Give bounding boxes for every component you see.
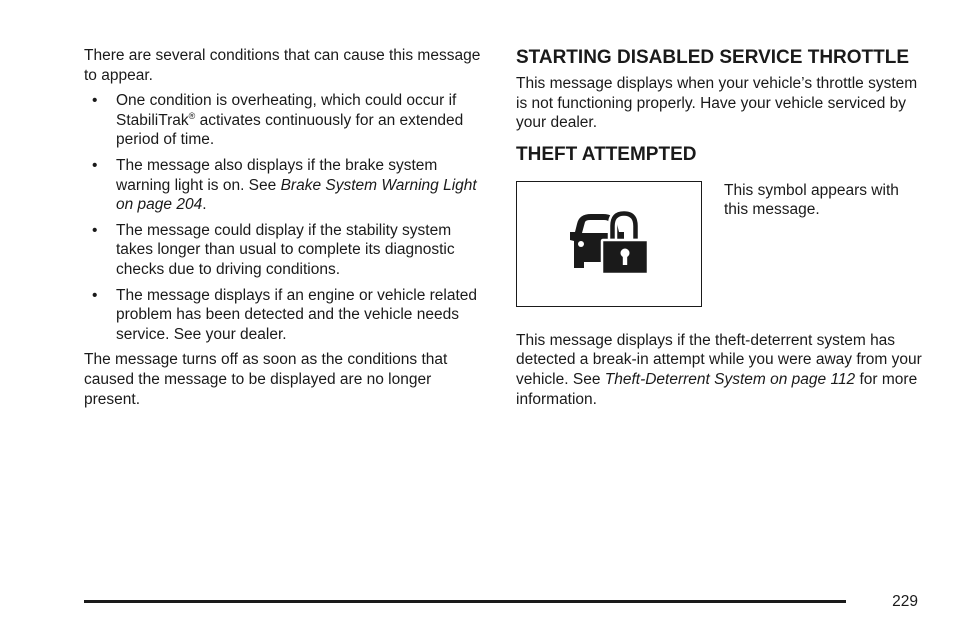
bullet-icon: • [92, 92, 98, 110]
list-item: • One condition is overheating, which could occur if StabiliTrak® activates continuously for an extended period of time. [92, 92, 464, 149]
symbol-frame [516, 181, 702, 307]
footer-rule [84, 600, 846, 603]
bullet-icon: • [92, 156, 98, 174]
section-heading-starting-disabled: STARTING DISABLED SERVICE THROTTLE [516, 47, 910, 68]
conditions-list [84, 91, 488, 344]
bullet-icon: • [92, 221, 98, 239]
cross-reference: Theft-Deterrent System on page 112 [604, 370, 856, 388]
left-column [84, 46, 488, 409]
section-heading-theft-attempted: THEFT ATTEMPTED [516, 143, 697, 165]
theft-system-car-padlock-icon [563, 206, 655, 278]
intro-paragraph: There are several conditions that can cause this message to appear. [84, 47, 481, 84]
bullet-icon: • [92, 286, 98, 304]
closing-paragraph: The message turns off as soon as the conditions that caused the message to be displayed are no longer present. [84, 351, 448, 408]
page-number: 229 [892, 593, 918, 610]
right-column [516, 46, 926, 409]
list-item: • The message also displays if the brake system warning light is on. See Brake System Warning Light on page 204. [92, 156, 477, 214]
theft-attempted-paragraph: This message displays if the theft-deterrent system has detected a break-in attempt while you were away from your vehicle. See Theft-Deterrent System on page 112 for more information. [516, 331, 922, 408]
cross-reference: Brake System Warning Light on page 204 [116, 176, 477, 214]
registered-mark: ® [188, 110, 196, 121]
symbol-caption: This symbol appears with this message. [724, 181, 899, 219]
starting-disabled-paragraph: This message displays when your vehicle’s throttle system is not functioning properly. Have your vehicle serviced by your dealer. [516, 75, 918, 132]
list-item: • The message could display if the stability system takes longer than usual to complete its diagnostic checks due to driving conditions. [92, 221, 455, 278]
symbol-row [516, 181, 926, 331]
list-item: • The message displays if an engine or vehicle related problem has been detected and the vehicle needs service. See your dealer. [92, 286, 478, 343]
